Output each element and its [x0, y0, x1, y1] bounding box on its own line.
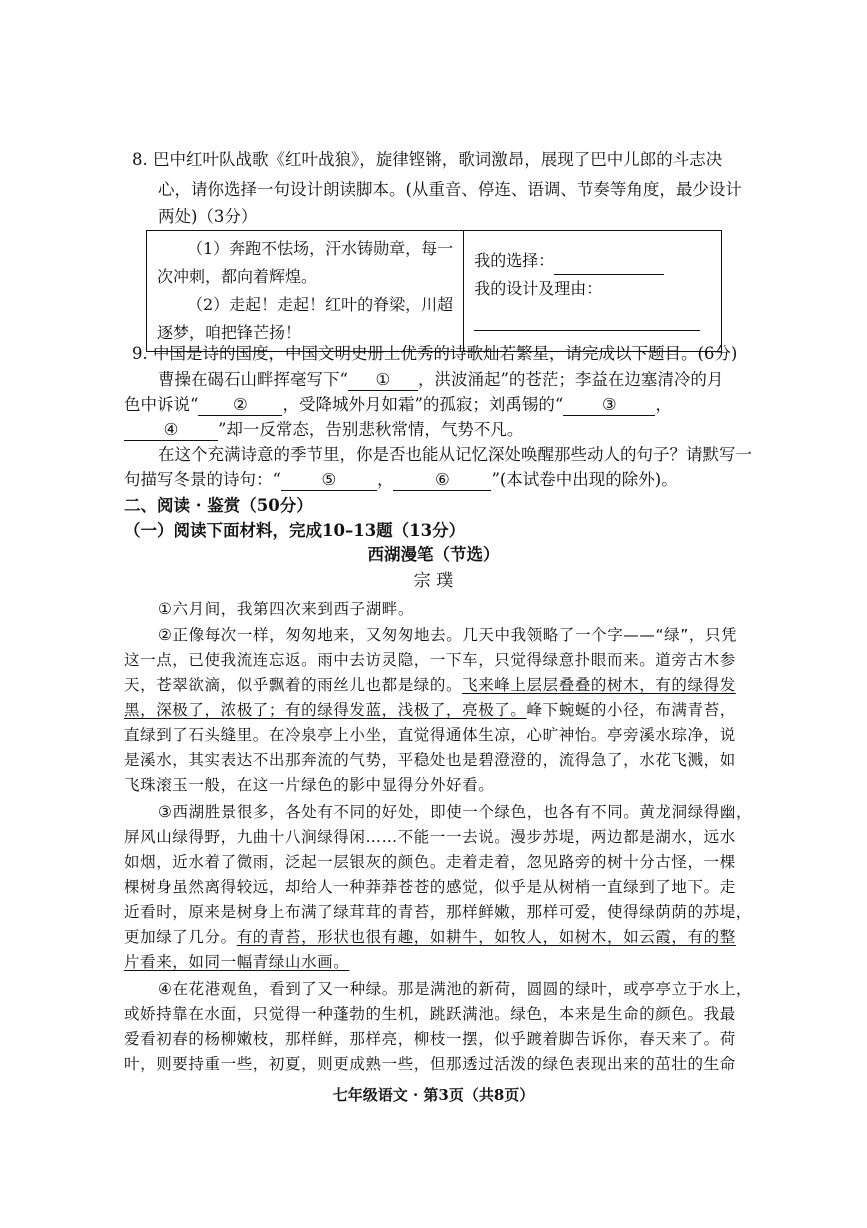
para-3-line-5: 近看时，原来是树身上布满了绿茸茸的青苔，那样鲜嫩，那样可爱，使得绿荫荫的苏堤， [124, 903, 752, 921]
para-2-line-3: 天，苍翠欲滴，似乎飘着的雨丝儿也都是绿的。飞来峰上层层叠叠的树木，有的绿得发 [124, 676, 736, 694]
underlined-sentence-1b: 黑，深极了，浓极了；有的绿得发蓝，浅极了，亮极了。 [124, 701, 527, 719]
para-2-line-1: ②正像每次一样，匆匆地来，又匆匆地去。几天中我领略了一个字——“绿”，只凭 [158, 626, 738, 644]
blank-3[interactable]: ③ [563, 395, 655, 416]
para-4-line-1: ④在花港观鱼，看到了又一种绿。那是满池的新荷，圆圆的绿叶，或亭亭立于水上， [158, 980, 753, 998]
blank-6[interactable]: ⑥ [393, 470, 491, 491]
my-design-blank[interactable] [474, 312, 700, 331]
para-4-line-4: 叶，则要持重一些，初夏，则更成熟一些，但那透过活泼的绿色表现出来的茁壮的生命 [124, 1055, 736, 1073]
q8-response-cell [464, 231, 722, 352]
para-3-line-1: ③西湖胜景很多，各处有不同的好处，即使一个绿色，也各有不同。黄龙洞绿得幽， [158, 803, 753, 821]
q8-lyrics-cell [147, 231, 464, 352]
para-4-line-3: 爱看初春的杨柳嫩枝，那样鲜，那样亮，柳枝一摆，似乎踱着脚告诉你，春天来了。荷 [124, 1030, 736, 1048]
para-3-line-4: 棵树身虽然离得较远，却给人一种莽莽苍苍的感觉，似乎是从树梢一直绿到了地下。走 [124, 878, 736, 896]
blank-1[interactable]: ① [348, 370, 418, 391]
underlined-sentence-2b: 片看来，如同一幅青绿山水画。 [124, 953, 350, 971]
my-choice-label: 我的选择： [474, 251, 555, 270]
para-2-line-7: 飞珠滚玉一般，在这一片绿色的影中显得分外好看。 [124, 776, 495, 794]
blank-5[interactable]: ⑤ [281, 470, 377, 491]
q8-answer-table [146, 230, 722, 352]
lyric-1a: （1）奔跑不怯场，汗水铸勋章，每一 [187, 239, 454, 258]
article-title: 西湖漫笔（节选） [367, 545, 500, 564]
page-footer: 七年级语文 · 第3页（共8页） [332, 1086, 535, 1104]
blank-2[interactable]: ② [198, 395, 282, 416]
para-2-line-5: 直绿到了石头缝里。在冷泉亭上小坐，直觉得通体生凉，心旷神怡。亭旁溪水琮净，说 [124, 726, 736, 744]
q9-line-1: 9. 中国是诗的国度，中国文明史册上优秀的诗歌灿若繁星，请完成以下题目。(6分) [132, 344, 738, 363]
lyric-1b: 次冲刺，都向着辉煌。 [157, 267, 318, 286]
para-3-line-2: 屏风山绿得野，九曲十八涧绿得闲……不能一一去说。漫步苏堤，两边都是湖水，远水 [124, 828, 736, 846]
q9-line-4: ④ ”却一反常态，告别悲秋常情，气势不凡。 [124, 418, 523, 442]
para-2-line-6: 是溪水，其实表达不出那奔流的气势，平稳处也是碧澄澄的，流得急了，水花飞溅，如 [124, 751, 736, 769]
lyric-2a: （2）走起！走起！红叶的脊梁，川超 [187, 295, 454, 314]
para-2-line-4: 黑，深极了，浓极了；有的绿得发蓝，浅极了，亮极了。峰下蜿蜒的小径，布满青苔， [124, 701, 736, 719]
underlined-sentence-1a: 飞来峰上层层叠叠的树木，有的绿得发 [462, 676, 736, 694]
subsection-heading: （一）阅读下面材料，完成10–13题（13分） [124, 521, 466, 540]
underlined-sentence-2a: 有的青苔，形状也很有趣，如耕牛，如牧人，如树木，如云霞，有的整 [236, 928, 736, 946]
para-4-line-2: 或娇持靠在水面，只觉得一种蓬勃的生机，跳跃满池。绿色，本来是生命的颜色。我最 [124, 1005, 736, 1023]
para-3-line-6: 更加绿了几分。有的青苔，形状也很有趣，如耕牛，如牧人，如树木，如云霞，有的整 [124, 928, 736, 946]
q8-line-3: 两处)（3分） [158, 207, 258, 226]
para-3-line-7 [124, 950, 349, 974]
my-choice-blank[interactable] [554, 256, 664, 275]
q8-line-2: 心，请你选择一句设计朗读脚本。(从重音、停连、语调、节奏等角度，最少设计 [158, 180, 742, 199]
q9-line-3: 色中诉说“ ② ，受降城外月如霜”的孤寂；刘禹锡的“ ③ ， [124, 395, 672, 414]
section-heading: 二、阅读 · 鉴赏（50分） [124, 496, 313, 515]
para-2-line-2: 这一点，已使我流连忘返。雨中去访灵隐，一下车，只觉得绿意扑眼而来。道旁古木参 [124, 651, 736, 669]
para-3-line-3: 如烟，近水着了微雨，泛起一层银灰的颜色。走着走着，忽见路旁的树十分古怪，一棵 [124, 853, 736, 871]
para-1: ①六月间，我第四次来到西子湖畔。 [158, 600, 414, 618]
q9-line-2: 曹操在碣石山畔挥毫写下“ ① ，洪波涌起”的苍茫；李益在边塞清冷的月 [158, 370, 724, 389]
q8-line-1: 8. 巴中红叶队战歌《红叶战狼》，旋律铿锵，歌词激昂，展现了巴中儿郎的斗志决 [132, 150, 723, 169]
my-design-label: 我的设计及理由： [474, 279, 603, 298]
q9-line-5: 在这个充满诗意的季节里，你是否也能从记忆深处唤醒那些动人的句子？请默写一 [158, 445, 752, 464]
lyric-2b: 逐梦，咱把锋芒扬！ [157, 323, 302, 342]
q9-line-6: 句描写冬景的诗句：“ ⑤ ， ⑥ ”(本试卷中出现的除外)。 [124, 470, 678, 489]
article-author: 宗 璞 [413, 571, 454, 591]
blank-4[interactable]: ④ [124, 420, 218, 441]
